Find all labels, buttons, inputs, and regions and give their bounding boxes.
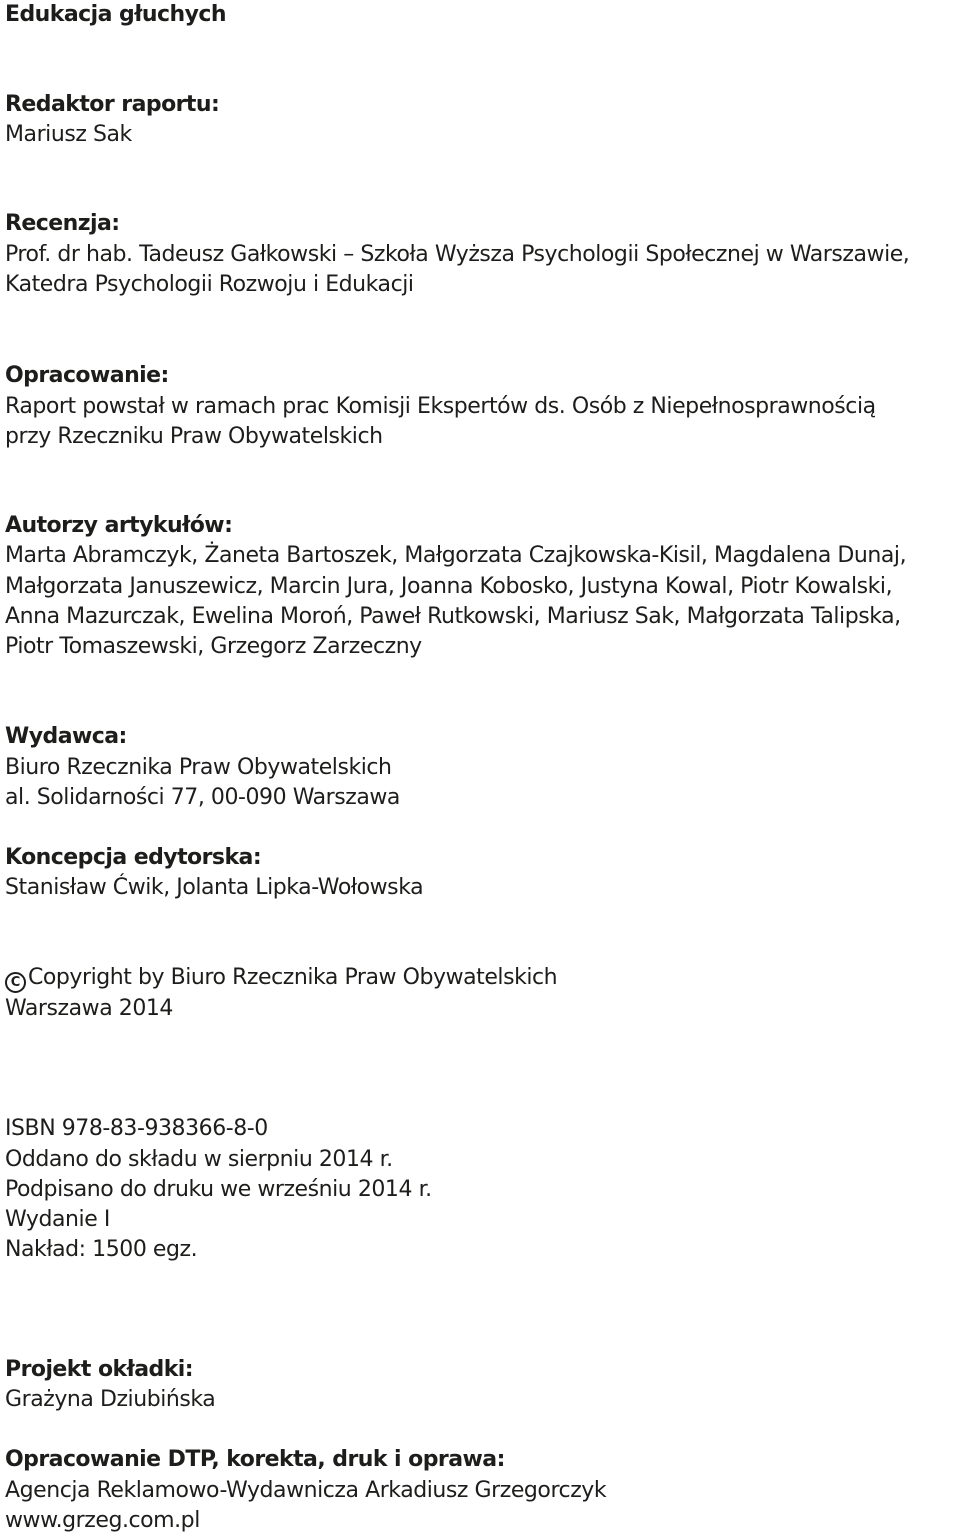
- cover-designer: Grażyna Dziubińska: [5, 1387, 216, 1412]
- copyright-icon: C: [5, 972, 26, 993]
- development-line: przy Rzeczniku Praw Obywatelskich: [5, 424, 383, 449]
- review-line: Katedra Psychologii Rozwoju i Edukacji: [5, 272, 414, 297]
- authors-line: Małgorzata Januszewicz, Marcin Jura, Joanna Kobosko, Justyna Kowal, Piotr Kowalski,: [5, 574, 893, 599]
- copyright-line: [5, 963, 557, 993]
- publisher-address: al. Solidarności 77, 00-090 Warszawa: [5, 785, 400, 810]
- review-heading: Recenzja:: [5, 211, 120, 236]
- production-heading: Opracowanie DTP, korekta, druk i oprawa:: [5, 1447, 505, 1472]
- editor-name: Mariusz Sak: [5, 122, 132, 147]
- copyright-place-year: Warszawa 2014: [5, 996, 173, 1021]
- print-date: Podpisano do druku we wrześniu 2014 r.: [5, 1177, 432, 1202]
- isbn: ISBN 978-83-938366-8-0: [5, 1116, 268, 1141]
- editorial-concept-heading: Koncepcja edytorska:: [5, 845, 262, 870]
- document-title: Edukacja głuchych: [5, 2, 226, 27]
- typesetting-date: Oddano do składu w sierpniu 2014 r.: [5, 1147, 393, 1172]
- production-company: Agencja Reklamowo-Wydawnicza Arkadiusz Grzegorczyk: [5, 1478, 607, 1503]
- publisher-line: Biuro Rzecznika Praw Obywatelskich: [5, 755, 392, 780]
- authors-line: Piotr Tomaszewski, Grzegorz Zarzeczny: [5, 634, 422, 659]
- review-line: Prof. dr hab. Tadeusz Gałkowski – Szkoła Wyższa Psychologii Społecznej w Warszawie,: [5, 242, 910, 267]
- editor-heading: Redaktor raportu:: [5, 92, 220, 117]
- authors-line: Anna Mazurczak, Ewelina Moroń, Paweł Rutkowski, Mariusz Sak, Małgorzata Talipska,: [5, 604, 901, 629]
- publisher-heading: Wydawca:: [5, 724, 127, 749]
- development-line: Raport powstał w ramach prac Komisji Ekspertów ds. Osób z Niepełnosprawnością: [5, 394, 876, 419]
- development-heading: Opracowanie:: [5, 363, 169, 388]
- edition: Wydanie I: [5, 1207, 110, 1232]
- cover-heading: Projekt okładki:: [5, 1357, 194, 1382]
- editorial-concept-names: Stanisław Ćwik, Jolanta Lipka-Wołowska: [5, 875, 424, 900]
- production-website: www.grzeg.com.pl: [5, 1508, 200, 1533]
- authors-heading: Autorzy artykułów:: [5, 513, 233, 538]
- copyright-text: Copyright by Biuro Rzecznika Praw Obywatelskich: [28, 965, 558, 990]
- authors-line: Marta Abramczyk, Żaneta Bartoszek, Małgorzata Czajkowska-Kisil, Magdalena Dunaj,: [5, 543, 907, 568]
- print-run: Nakład: 1500 egz.: [5, 1237, 198, 1262]
